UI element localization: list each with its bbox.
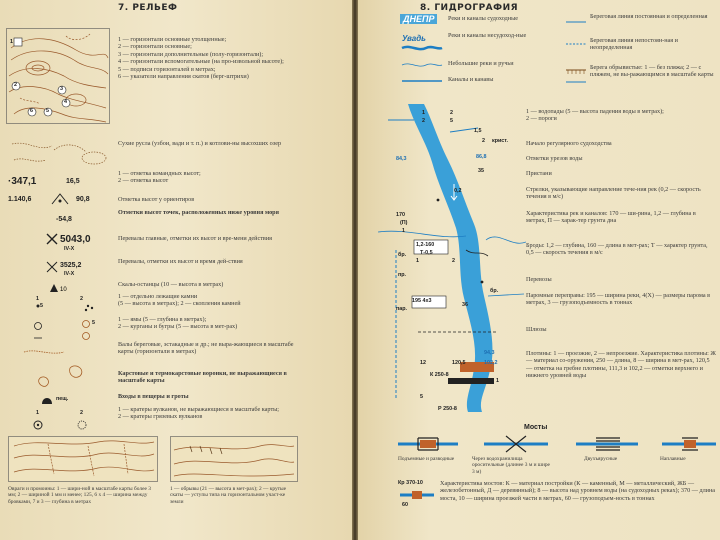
landing-text: Пристани	[526, 170, 552, 177]
height-mark: 16,5	[66, 178, 80, 185]
height-rock-2: 90,8	[76, 196, 90, 203]
bridge-type-reservoir: Через водохранилища оросительные (длинее 3 м и шире 3 м)	[472, 456, 550, 475]
flow-text: Стрелки, указывающие направление тече-ния рек (0,2 — скорость течения в м/с)	[526, 186, 701, 201]
bridge-type-floating: Наплавные	[660, 456, 686, 462]
height-command-value: 347,1	[11, 176, 37, 187]
stones-symbols	[24, 302, 114, 346]
height-rock-1: 1.140,6	[8, 196, 32, 203]
map-fall-height: 1,5	[474, 128, 482, 134]
small-river-symbol	[400, 60, 444, 70]
mark-1: 1	[10, 39, 13, 45]
map-ford: 1,2-160	[416, 242, 435, 248]
shore-steep-text: Берега обрывистые: 1 — без пляжа; 2 — с пляжем, не вы-ражающимся в масштабе карты	[590, 64, 714, 79]
ravines-caption: Овраги и промоины: 1 — шири-ной в масштабе карты более 3 мм; 2 — шириной 1 мм и менее; 125, 6 х 4 — ширина между бровками, 7 и 3 — глубина в метрах	[8, 486, 151, 505]
cliffs-caption: 1 — обрывы (21 — высота в мет-рах); 2 — крутые скаты — уступы типа на горизонтальном участ-ке земли	[170, 486, 287, 505]
map-num-2: 2	[422, 118, 425, 124]
cave-label: пещ.	[56, 396, 69, 402]
river-name-dnepr: ДНЕПР	[400, 14, 437, 24]
pass-main-height: 5043,0	[60, 234, 91, 245]
fords-text: Броды: 1,2 — глубина, 160 — длина в мет-рах; Т — характер грунта, 0,5 — скорость течения в м/с	[526, 242, 708, 257]
rivers-navigable-text: Реки и каналы судоходные	[448, 15, 518, 22]
mark-3: 3	[60, 86, 63, 92]
dams-text: Плотины: 1 — проезжие, 2 — непроезжие. Характеристика плотины: Ж — материал со-оружения, 250 — длина, 8 — ширина в мет-рах, 120,5 — отметка на гребне плотины, 111,3 и 102,2 — отметки верхнего и нижнего уровней воды	[526, 350, 716, 380]
stones-size: 5	[40, 303, 43, 309]
map-num-3: 2	[450, 110, 453, 116]
heights-text: 1 — отметка командных высот; 2 — отметка высот	[118, 170, 201, 185]
pits-text: 1 — ямы (5 — глубина в метрах); 2 — курганы и бугры (5 — высота в мет-рах)	[118, 316, 238, 331]
rocks-text: Скалы-останцы (10 — высота в метрах)	[118, 281, 224, 288]
map-dam-crest: 120,5	[452, 360, 466, 366]
mark-5: 5	[46, 108, 49, 114]
map-width: 170	[396, 212, 405, 218]
map-ford-ground: Т-0,5	[420, 250, 433, 256]
ravines-figure	[8, 436, 158, 482]
section-title-relief: 7. РЕЛЬЕФ	[118, 3, 178, 13]
map-water-level-1: 84,3	[396, 156, 407, 162]
river-name-uvad: Увадь	[402, 34, 426, 43]
ferries-text: Паромные переправы: 195 — ширина реки, 4(Х) — размеры парома в метрах, 3 — грузоподъемность в тоннах	[526, 292, 711, 307]
mark-4: 4	[64, 99, 67, 105]
map-dam-mark-1: 12	[420, 360, 426, 366]
pass-symbol	[44, 232, 60, 278]
contour-lines-figure	[6, 28, 110, 124]
map-ford-depth-label: 1	[416, 258, 419, 264]
small-rivers-text: Небольшие реки и ручьи	[448, 60, 514, 67]
map-lock-num: 1	[496, 378, 499, 384]
rocks-mark-1: 1	[36, 296, 39, 302]
map-water-level-2: 86,8	[476, 154, 487, 160]
map-speed: 0,2	[454, 188, 462, 194]
crossings-text: Перевозы	[526, 276, 552, 283]
cliffs-figure	[170, 436, 298, 482]
shore-inconstant-text: Береговая линия непостоян-ная и неопределенная	[590, 37, 678, 52]
pit-depth: 5	[92, 320, 95, 326]
bridge-symbols	[398, 434, 716, 454]
crater-mark-2: 2	[80, 410, 83, 416]
map-waterfall-1: 2	[482, 138, 485, 144]
rivers-nonnavigable-text: Реки и каналы несудоход-ные	[448, 32, 527, 39]
mark-6: 6	[30, 108, 33, 114]
mark-2: 2	[14, 82, 17, 88]
rock-heights-text: Отметка высот у ориентиров	[118, 196, 195, 203]
map-upper-level: 94,3	[484, 350, 495, 356]
bridge-char-symbol	[400, 490, 434, 500]
karst-text: Карстовые и термокарстовые воронки, не выражающиеся в масштабе карты	[118, 370, 287, 385]
map-lower-level: 102,2	[484, 360, 498, 366]
waterfalls-text: 1 — водопады (5 — высота падения воды в метрах); 2 — пороги	[526, 108, 664, 123]
craters-text: 1 — кратеры вулканов, не выражающиеся в масштабе карты; 2 — кратеры грязевых вулканов	[118, 406, 280, 421]
passes-text: Перевалы, отметки их высот и время дей-ствия	[118, 258, 243, 265]
landmark-symbol	[50, 192, 70, 206]
dry-beds-text: Сухие русла (узбои, вади и т. п.) и котлови-ны высохших озер	[118, 140, 282, 147]
shore-constant-text: Береговая линия постоянная и определенная	[590, 13, 708, 20]
height-command-dot: ·	[8, 176, 12, 187]
pass-period: IV-X	[64, 271, 75, 277]
map-dam-1: К 250-8	[430, 372, 449, 378]
shore-forms-symbol	[20, 348, 110, 388]
below-sea-text: Отметки высот точек, расположенных ниже уровня моря	[118, 209, 279, 216]
river-char-text: Характеристика рек и каналов: 170 — ши-рина, 1,2 — глубина в метрах, П — харак-тер грунта дна	[526, 210, 696, 225]
bridge-char-load: 60	[402, 502, 408, 508]
map-crossing-label: пр.	[398, 272, 407, 278]
section-title-hydrography: 8. ГИДРОГРАФИЯ	[420, 3, 519, 13]
bridge-char-text: Характеристика мостов: К — материал постройки (К — каменный, М — металлический, ЖБ — железобетонный, Д — деревянный); 8 — высота над уровнем воды (на судоходных реках); 370 — длина моста, 10 — ширина проезжей части в метрах, 60 — грузоподъем-ность в тоннах	[440, 480, 716, 502]
pass-height: 3525,2	[60, 262, 82, 269]
canals-text: Каналы и канавы	[448, 76, 494, 83]
nonnavigable-river-symbol	[400, 42, 444, 54]
map-ferry-label: пар.	[396, 306, 408, 312]
pass-main-period: IV-X	[64, 246, 75, 252]
shore-forms-text: Валы береговые, эстакадные и др.; не выра-жающиеся в масштабе карты (горизонтали в метрах)	[118, 341, 294, 356]
crater-symbols	[30, 418, 100, 432]
map-landing: 35	[478, 168, 484, 174]
contour-legend: 1 — горизонтали основные утолщенные; 2 — горизонтали основные; 3 — горизонтали дополнительные (полу-горизонтали); 4 — горизонтали вспомогательные (на про-извольной высоте); 5 — подписи горизонталей в метрах; 6 — указатели направления скатов (берг-штрихи)	[118, 36, 284, 81]
map-num-4: 5	[450, 118, 453, 124]
map-num-1: 1	[422, 110, 425, 116]
cave-entrance-symbol	[40, 392, 54, 406]
navigation-start-text: Начало регулярного судоходства	[526, 140, 612, 147]
shore-symbols	[564, 14, 588, 88]
rock-remnant-symbol	[46, 282, 70, 294]
map-ford-depth-label-2: 2	[452, 258, 455, 264]
rocks-mark-2: 2	[80, 296, 83, 302]
rocks-list-text: 1 — отдельно лежащие камни (5 — высота в метрах); 2 — скопления камней	[118, 293, 241, 308]
map-ferry: 195 4х3	[412, 298, 432, 304]
map-km-1: 36	[462, 302, 468, 308]
caves-text: Входы в пещеры и гроты	[118, 393, 189, 400]
canal-symbol	[400, 76, 444, 86]
bridge-type-double: Двухъярусные	[584, 456, 618, 462]
locks-text: Шлюзы	[526, 326, 547, 333]
water-level-text: Отметки урезов воды	[526, 155, 583, 162]
map-ford-label-2: бр.	[490, 288, 499, 294]
crater-mark-1: 1	[36, 410, 39, 416]
map-depth: 1	[402, 228, 405, 234]
page-relief	[0, 0, 352, 540]
passes-main-text: Перевалы главные, отметки их высот и вре-мени действия	[118, 235, 273, 242]
dry-beds-symbol	[8, 138, 112, 168]
bridge-char-num: Кр 370-10	[398, 480, 423, 486]
height-command	[8, 176, 36, 187]
map-ford-label: бр.	[398, 252, 407, 258]
map-dam-mark-2: 5	[420, 394, 423, 400]
page-hydrography	[358, 0, 720, 540]
svg-text:10: 10	[60, 287, 67, 293]
bridge-type-lift: Подъемные и разводные	[398, 456, 455, 462]
map-waterfall-2: крист.	[492, 138, 508, 144]
bridges-title: Мосты	[524, 424, 548, 431]
map-dam-2: Р 250-8	[438, 406, 457, 412]
below-sea-height: -54,8	[56, 216, 72, 223]
map-ground: (П)	[400, 220, 408, 226]
